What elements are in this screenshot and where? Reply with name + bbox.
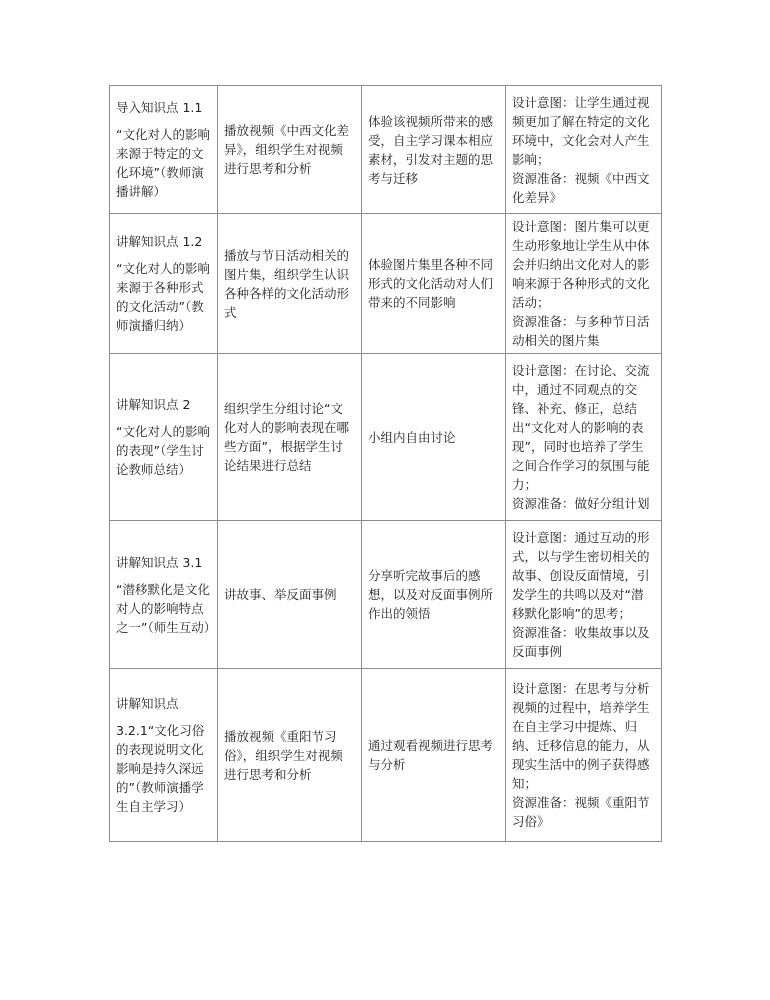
table-row (110, 214, 662, 354)
student-activity-cell: 体验图片集里各种不同形式的文化活动对人们带来的不同影响 (362, 214, 506, 354)
design-intent-cell (506, 86, 662, 214)
knowledge-point-title: 讲解知识点 (116, 696, 179, 711)
knowledge-point-cell (110, 86, 218, 214)
teacher-activity-cell: 播放视频《重阳节习俗》，组织学生对视频进行思考和分析 (218, 669, 362, 842)
student-activity-cell: 体验该视频所带来的感受，自主学习课本相应素材，引发对主题的思考与迁移 (362, 86, 506, 214)
knowledge-point-description: “文化对人的影响的表现”（学生讨论教师总结） (116, 424, 210, 477)
design-intent-cell (506, 521, 662, 669)
resource-text: 资源准备：收集故事以及反面事例 (512, 625, 650, 659)
knowledge-point-cell (110, 669, 218, 842)
table-row (110, 669, 662, 842)
knowledge-point-description: 3.2.1“文化习俗的表现说明文化影响是持久深远的”（教师演播学生自主学习） (116, 723, 205, 814)
lesson-plan-table (109, 85, 662, 842)
resource-text: 资源准备：视频《重阳节习俗》 (512, 795, 650, 829)
knowledge-point-description: “潜移默化是文化对人的影响特点之一”（师生互动） (116, 581, 217, 635)
design-intent-cell (506, 669, 662, 842)
student-activity-cell: 分享听完故事后的感想，以及对反面事例所作出的领悟 (362, 521, 506, 669)
student-activity-cell: 小组内自由讨论 (362, 354, 506, 521)
design-intent-text: 设计意图：图片集可以更生动形象地让学生从中体会并归纳出文化对人的影响来源于各种形式的文化活动； (512, 219, 650, 310)
knowledge-point-description: “文化对人的影响来源于各种形式的文化活动”（教师演播归纳） (116, 261, 210, 333)
design-intent-text: 设计意图：在思考与分析视频的过程中，培养学生在自主学习中提炼、归纳、迁移信息的能力，从现实生活中的例子获得感知； (512, 681, 650, 791)
teacher-activity-cell: 播放与节日活动相关的图片集，组织学生认识各种各样的文化活动形式 (218, 214, 362, 354)
design-intent-cell (506, 214, 662, 354)
knowledge-point-cell (110, 354, 218, 521)
teacher-activity-cell: 组织学生分组讨论“文化对人的影响表现在哪些方面”，根据学生讨论结果进行总结 (218, 354, 362, 521)
resource-text: 资源准备：视频《中西文化差异》 (512, 170, 650, 205)
design-intent-text: 设计意图：在讨论、交流中，通过不同观点的交锋、补充、修正，总结出“文化对人的影响的表现”，同时也培养了学生之间合作学习的氛围与能力； (512, 363, 650, 492)
knowledge-point-title: 讲解知识点 3.1 (116, 554, 203, 570)
resource-text: 资源准备：与多种节日活动相关的图片集 (512, 314, 650, 348)
resource-text: 资源准备：做好分组计划 (512, 496, 650, 511)
knowledge-point-title: 导入知识点 1.1 (116, 100, 203, 115)
teacher-activity-cell: 讲故事、举反面事例 (218, 521, 362, 669)
student-activity-cell: 通过观看视频进行思考与分析 (362, 669, 506, 842)
knowledge-point-cell (110, 521, 218, 669)
design-intent-text: 设计意图：让学生通过视频更加了解在特定的文化环境中，文化会对人产生影响； (512, 94, 650, 167)
knowledge-point-description: “文化对人的影响来源于特定的文化环境”（教师演播讲解） (116, 127, 210, 199)
table-row (110, 354, 662, 521)
knowledge-point-title: 讲解知识点 2 (116, 397, 191, 412)
table-row (110, 86, 662, 214)
knowledge-point-cell (110, 214, 218, 354)
table-row (110, 521, 662, 669)
teacher-activity-cell: 播放视频《中西文化差异》，组织学生对视频进行思考和分析 (218, 86, 362, 214)
design-intent-cell (506, 354, 662, 521)
design-intent-text: 设计意图：通过互动的形式，以与学生密切相关的故事、创设反面情境，引发学生的共鸣以及对“潜移默化影响”的思考； (512, 530, 650, 621)
knowledge-point-title: 讲解知识点 1.2 (116, 234, 203, 249)
